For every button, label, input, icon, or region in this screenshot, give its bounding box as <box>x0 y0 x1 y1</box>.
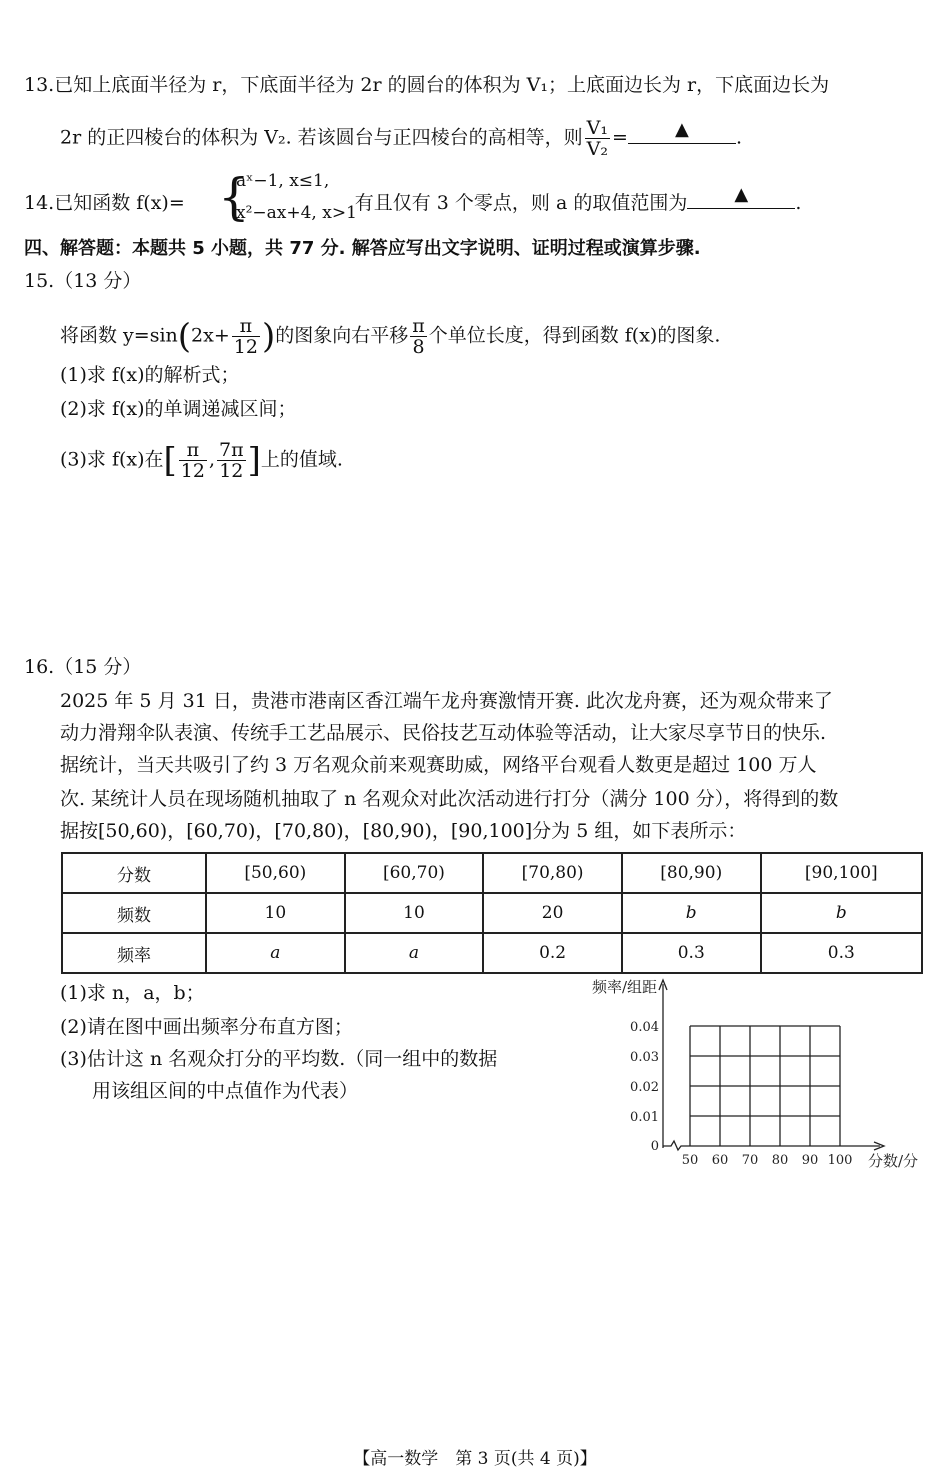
table-cell: a <box>345 933 484 973</box>
table-cell: 0.2 <box>483 933 622 973</box>
q15-12: 12 <box>233 336 258 358</box>
table-row <box>62 853 922 893</box>
q15-int-7pi: 7π <box>219 439 244 461</box>
q13-line2-text: 2r 的正四棱台的体积为 V₂. 若该圆台与正四棱台的高相等，则 <box>60 126 583 149</box>
table-row <box>62 893 922 933</box>
table-cell: 频率 <box>62 933 206 973</box>
q14-brace: { <box>218 168 250 226</box>
page-footer: 【高一数学 第 3 页(共 4 页)】 <box>353 1449 597 1469</box>
q16-part3a: (3)估计这 n 名观众打分的平均数.（同一组中的数据 <box>60 1048 498 1070</box>
q15-stem <box>60 316 720 357</box>
chart-grid <box>690 1026 840 1146</box>
q13-blank-mark: ▲ <box>675 118 689 140</box>
x-axis <box>663 1141 880 1150</box>
q13-number: 13. <box>24 74 55 96</box>
q15-pi-b: π <box>412 315 425 337</box>
table-cell: 10 <box>345 893 484 933</box>
q15-int-12a: 12 <box>180 460 205 482</box>
table-cell: 0.3 <box>622 933 761 973</box>
q15-8: 8 <box>412 336 425 358</box>
q16-p1: 2025 年 5 月 31 日，贵港市港南区香江端午龙舟赛激情开赛. 此次龙舟赛，还为观众带来了 <box>60 690 833 712</box>
q13-line1 <box>24 72 829 98</box>
y-tick-label: 0.04 <box>630 1020 659 1035</box>
q15-int-pi: π <box>179 440 207 461</box>
q15-part3-b: 上的值域. <box>260 448 343 471</box>
q16-part3b: 用该组区间的中点值作为代表） <box>92 1080 359 1102</box>
table-cell: b <box>622 893 761 933</box>
q13-line1-text: 已知上底面半径为 r，下底面半径为 2r 的圆台的体积为 V₁；上底面边长为 r，下底面边长为 <box>54 74 830 96</box>
table-cell: 0.3 <box>761 933 922 973</box>
q13-line2 <box>60 118 742 159</box>
q16-part1: (1)求 n，a，b； <box>60 982 205 1004</box>
x-tick-label: 80 <box>771 1153 789 1168</box>
x-tick-label: 70 <box>741 1153 759 1168</box>
table-cell: [70,80) <box>483 853 622 893</box>
origin-label: 0 <box>650 1139 659 1154</box>
q15-pi-8 <box>410 316 427 357</box>
q15-part3-a: (3)求 f(x)在 <box>60 448 164 471</box>
q13-equals: = <box>612 126 628 149</box>
q15-part1: (1)求 f(x)的解析式； <box>60 364 240 386</box>
y-axis-label: 频率/组距 <box>591 978 657 996</box>
q14-number: 14. <box>24 192 55 214</box>
table-cell: [90,100] <box>761 853 922 893</box>
q15-rparen: ) <box>261 316 276 357</box>
q15-lparen: ( <box>177 316 192 357</box>
q14-text-a: 已知函数 f(x)= <box>54 192 185 214</box>
section4-title: 四、解答题：本题共 5 小题，共 77 分. 解答应写出文字说明、证明过程或演算步骤. <box>24 238 701 259</box>
q15-pi-12 <box>232 316 260 357</box>
table-cell: b <box>761 893 922 933</box>
q15-interval-left <box>179 440 207 481</box>
y-tick-label: 0.03 <box>630 1050 659 1065</box>
q16-p5: 据按[50,60)，[60,70)，[70,80)，[80,90)，[90,100]分为 5 组，如下表所示： <box>60 820 747 842</box>
x-tick-label: 100 <box>827 1153 853 1168</box>
q15-rbracket: ] <box>247 440 261 481</box>
q15-header: 15.（13 分） <box>24 270 142 292</box>
chart-labels <box>592 978 918 1170</box>
q15-stem-b: 的图象向右平移 <box>275 324 409 347</box>
table-cell: [60,70) <box>345 853 484 893</box>
table-cell: 分数 <box>62 853 206 893</box>
q16-p4: 次. 某统计人员在现场随机抽取了 n 名观众对此次活动进行打分（满分 100 分），将得到的数 <box>60 788 839 810</box>
x-tick-label: 50 <box>681 1153 699 1168</box>
q14-end: . <box>795 192 802 214</box>
q14-case2: x²−ax+4, x>1 <box>236 203 357 223</box>
q15-part3: (3)求 f(x)在[ $\frac{\pi}{12}$ , $\frac{7\pi}{12}$ ]上的值域. <box>60 439 343 482</box>
q13-answer-blank[interactable] <box>628 118 736 144</box>
q14-line <box>24 186 801 216</box>
q15-stem-inner: 2x+ <box>191 324 230 347</box>
q14-text-b: 有且仅有 3 个零点，则 a 的取值范围为 <box>354 192 688 214</box>
x-tick-label: 90 <box>801 1153 819 1168</box>
q14-answer-blank[interactable] <box>687 186 795 209</box>
histogram-grid[interactable] <box>578 976 938 1176</box>
y-tick-label: 0.01 <box>630 1110 659 1125</box>
x-tick-label: 60 <box>711 1153 729 1168</box>
q13-frac-den: V₂ <box>586 138 609 160</box>
q14-case1: aˣ−1, x≤1, <box>236 171 330 191</box>
chart-axes <box>659 980 884 1150</box>
table-cell: a <box>206 933 345 973</box>
q15-interval-right <box>217 440 246 481</box>
table-cell: [80,90) <box>622 853 761 893</box>
table-row <box>62 933 922 973</box>
q15-part2: (2)求 f(x)的单调递减区间； <box>60 398 297 420</box>
table-cell: [50,60) <box>206 853 345 893</box>
score-table <box>61 852 923 974</box>
q16-p2: 动力滑翔伞队表演、传统手工艺品展示、民俗技艺互动体验等活动，让大家尽享节日的快乐. <box>60 722 827 744</box>
table-cell: 频数 <box>62 893 206 933</box>
q13-fraction <box>585 118 610 159</box>
q16-part2: (2)请在图中画出频率分布直方图； <box>60 1016 353 1038</box>
q13-end: . <box>735 126 742 149</box>
q16-header: 16.（15 分） <box>24 656 142 678</box>
q15-int-12b: 12 <box>219 460 244 482</box>
q13-frac-num: V₁ <box>586 117 609 139</box>
y-tick-label: 0.02 <box>630 1080 659 1095</box>
q15-pi: π <box>232 316 260 337</box>
q14-blank-mark: ▲ <box>734 184 749 205</box>
table-cell: 10 <box>206 893 345 933</box>
x-axis-label: 分数/分 <box>868 1152 919 1170</box>
q15-stem-a: 将函数 y=sin <box>60 324 178 347</box>
table-cell: 20 <box>483 893 622 933</box>
q16-p3: 据统计，当天共吸引了约 3 万名观众前来观赛助威，网络平台观看人数更是超过 100 万人 <box>60 754 817 776</box>
q15-lbracket: [ <box>163 440 177 481</box>
q15-stem-c: 个单位长度，得到函数 f(x)的图象. <box>428 324 721 347</box>
